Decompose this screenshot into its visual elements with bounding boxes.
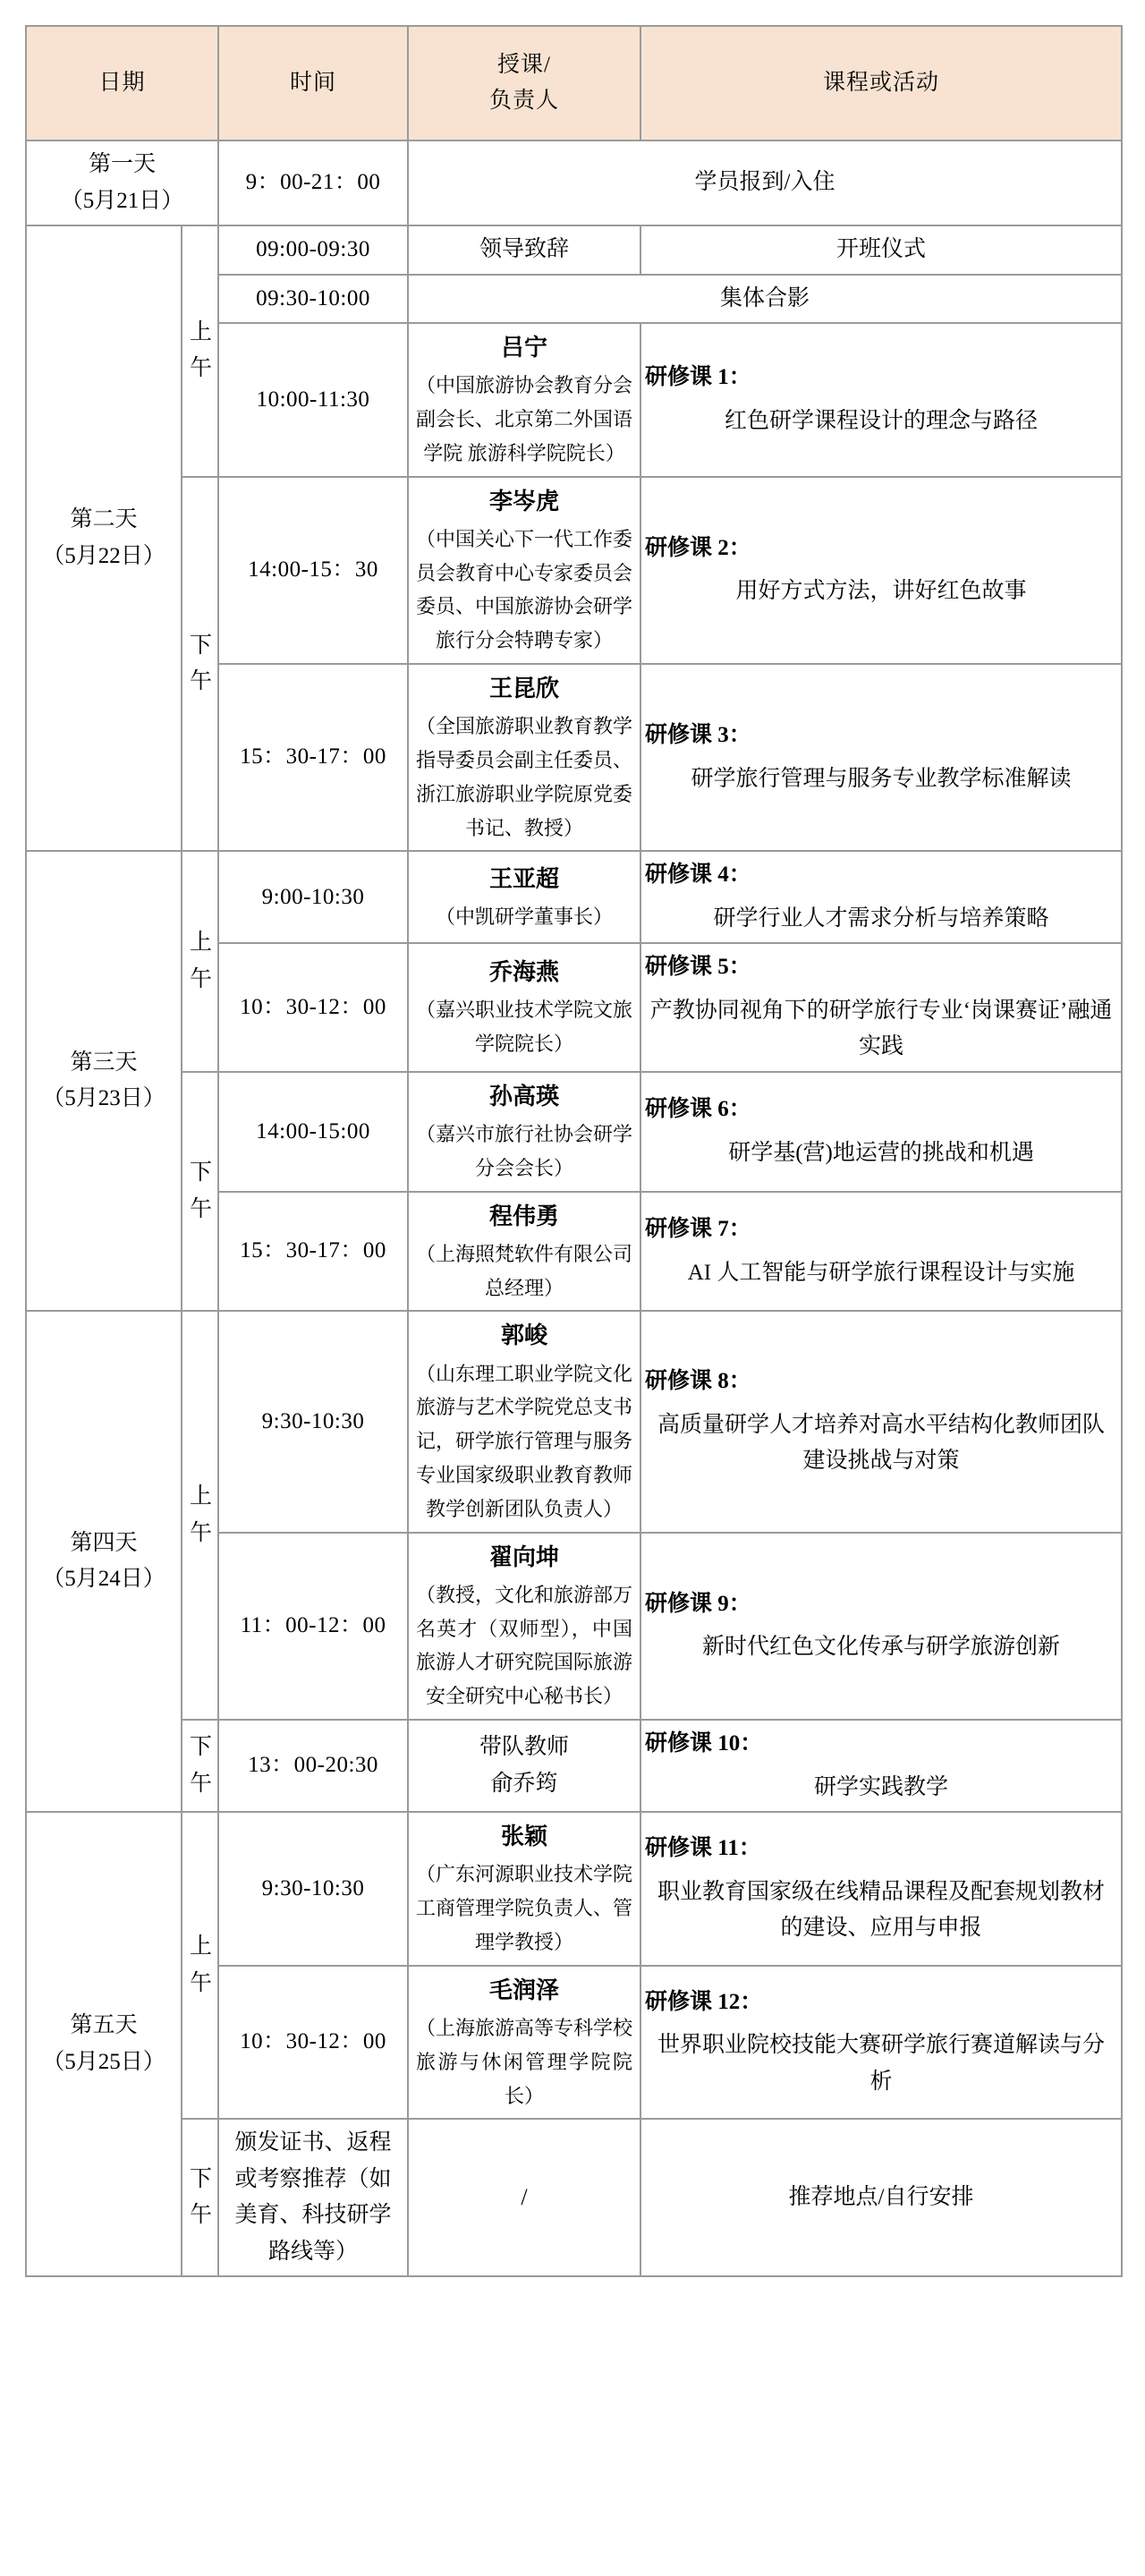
teacher-none: / xyxy=(521,2184,528,2211)
day-date-cell xyxy=(26,851,182,1311)
period-char: 上 xyxy=(190,931,213,956)
table-row xyxy=(26,477,1122,664)
day-date-cell xyxy=(26,1812,182,2276)
course-cell xyxy=(640,477,1122,664)
course-cell xyxy=(640,943,1122,1072)
period-char: 午 xyxy=(190,966,213,991)
teacher-name: 王亚超 xyxy=(489,865,560,892)
table-row xyxy=(26,851,1122,943)
period-char: 午 xyxy=(190,1520,213,1545)
teacher-cell xyxy=(408,1192,640,1312)
day-date-line1: 第一天 xyxy=(89,152,157,176)
course-number-label: 研修课 1： xyxy=(645,365,751,390)
teacher-affiliation: （上海照梵软件有限公司总经理） xyxy=(416,1242,633,1299)
period-char: 下 xyxy=(190,2166,213,2191)
table-row xyxy=(26,140,1122,225)
period-char: 午 xyxy=(190,1970,213,1995)
day-date-line1: 第五天 xyxy=(70,2013,138,2038)
period-char: 午 xyxy=(190,1196,213,1221)
teacher-cell xyxy=(408,1720,640,1812)
time-cell: 09:00-09:30 xyxy=(218,225,408,275)
teacher-name: 孙高瑛 xyxy=(489,1083,560,1109)
teacher-cell xyxy=(408,323,640,477)
teacher-name: 乔海燕 xyxy=(489,959,560,986)
teacher-name: 翟向坤 xyxy=(489,1543,560,1570)
period-cell-am xyxy=(182,851,218,1072)
course-cell xyxy=(640,1192,1122,1312)
teacher-affiliation: （广东河源职业技术学院工商管理学院负责人、管理学教授） xyxy=(416,1863,633,1953)
time-cell: 9:30-10:30 xyxy=(218,1812,408,1966)
period-cell-am xyxy=(182,225,218,477)
table-row xyxy=(26,1720,1122,1812)
course-cell: 集体合影 xyxy=(408,275,1122,324)
course-title: 职业教育国家级在线精品课程及配套规划教材的建设、应用与申报 xyxy=(657,1879,1106,1941)
course-cell xyxy=(640,1072,1122,1192)
teacher-cell xyxy=(408,477,640,664)
teacher-cell xyxy=(408,1311,640,1532)
course-title: AI 人工智能与研学旅行课程设计与实施 xyxy=(687,1260,1075,1285)
teacher-cell xyxy=(408,2119,640,2276)
teacher-affiliation: （嘉兴职业技术学院文旅学院院长） xyxy=(416,999,633,1056)
header-date: 日期 xyxy=(26,26,218,140)
course-number-label: 研修课 6： xyxy=(645,1097,751,1122)
teacher-name: 郭峻 xyxy=(501,1322,548,1349)
time-cell: 9：00-21：00 xyxy=(218,140,408,225)
header-row xyxy=(26,26,1122,140)
time-cell: 10：30-12：00 xyxy=(218,1966,408,2120)
teacher-cell xyxy=(408,851,640,943)
period-char: 午 xyxy=(190,1771,213,1796)
table-body xyxy=(26,140,1122,2276)
course-cell xyxy=(640,664,1122,851)
teacher-affiliation: （上海旅游高等专科学校旅游与休闲管理学院院长） xyxy=(416,2016,633,2107)
time-cell: 15：30-17：00 xyxy=(218,1192,408,1312)
teacher-cell xyxy=(408,1812,640,1966)
teacher-cell xyxy=(408,1533,640,1720)
teacher-affiliation: （全国旅游职业教育教学指导委员会副主任委员、浙江旅游职业学院原党委书记、教授） xyxy=(416,715,633,839)
day-date-line2: （5月24日） xyxy=(42,1567,165,1592)
period-cell-pm xyxy=(182,477,218,852)
period-cell-am xyxy=(182,1812,218,2119)
period-char: 上 xyxy=(190,1484,213,1509)
teacher-name: 李岑虎 xyxy=(489,488,560,514)
period-char: 下 xyxy=(190,1735,213,1760)
teacher-cell xyxy=(408,943,640,1072)
course-number-label: 研修课 4： xyxy=(645,863,751,888)
teacher-role: 带队教师 xyxy=(479,1735,570,1760)
teacher-cell xyxy=(408,664,640,851)
time-cell: 9:00-10:30 xyxy=(218,851,408,943)
teacher-cell xyxy=(408,225,640,275)
course-activity: 推荐地点/自行安排 xyxy=(640,2119,1122,2276)
course-title: 高质量研学人才培养对高水平结构化教师团队建设挑战与对策 xyxy=(657,1412,1106,1474)
teacher-affiliation: （嘉兴市旅行社协会研学分会会长） xyxy=(416,1123,633,1179)
day-date-cell xyxy=(26,140,218,225)
period-char: 上 xyxy=(190,319,213,344)
time-cell: 14:00-15：30 xyxy=(218,477,408,664)
day-date-line2: （5月23日） xyxy=(42,1086,165,1111)
course-cell xyxy=(640,1966,1122,2120)
course-title: 用好方式方法，讲好红色故事 xyxy=(735,579,1027,604)
teacher-cell xyxy=(408,1072,640,1192)
time-cell: 10：30-12：00 xyxy=(218,943,408,1072)
header-teacher xyxy=(408,26,640,140)
time-cell: 颁发证书、返程或考察推荐（如美育、科技研学路线等） xyxy=(218,2119,408,2276)
day-date-line1: 第三天 xyxy=(70,1050,138,1075)
course-number-label: 研修课 8： xyxy=(645,1369,751,1394)
table-header xyxy=(26,26,1122,140)
course-title: 新时代红色文化传承与研学旅游创新 xyxy=(702,1635,1061,1660)
course-number-label: 研修课 7： xyxy=(645,1217,751,1242)
period-char: 下 xyxy=(190,633,213,658)
teacher-name: 张颖 xyxy=(501,1824,548,1850)
teacher-name: 毛润泽 xyxy=(489,1977,560,2003)
course-title: 研学行业人才需求分析与培养策略 xyxy=(713,905,1049,931)
time-cell: 9:30-10:30 xyxy=(218,1311,408,1532)
teacher-affiliation: （教授，文化和旅游部万名英才（双师型），中国旅游人才研究院国际旅游安全研究中心秘书长） xyxy=(416,1583,633,1708)
table-row xyxy=(26,1311,1122,1532)
day-date-line2: （5月22日） xyxy=(42,543,165,568)
day-date-line1: 第二天 xyxy=(70,507,138,532)
training-schedule-table xyxy=(25,25,1123,2277)
header-teacher-line1: 授课/ xyxy=(497,52,551,77)
header-time: 时间 xyxy=(218,26,408,140)
time-cell: 15：30-17：00 xyxy=(218,664,408,851)
course-number-label: 研修课 11： xyxy=(645,1836,761,1861)
course-number-label: 研修课 12： xyxy=(645,1989,763,2014)
course-title: 研学基(营)地运营的挑战和机遇 xyxy=(728,1140,1034,1165)
teacher-affiliation: （中国旅游协会教育分会副会长、北京第二外国语学院 旅游科学院院长） xyxy=(416,374,633,464)
teacher-name: 程伟勇 xyxy=(489,1203,560,1229)
teacher-name: 王昆欣 xyxy=(489,676,560,702)
course-number-label: 研修课 10： xyxy=(645,1731,763,1756)
course-cell: 学员报到/入住 xyxy=(408,140,1122,225)
time-cell: 10:00-11:30 xyxy=(218,323,408,477)
teacher-name: 吕宁 xyxy=(501,335,548,361)
header-teacher-line2: 负责人 xyxy=(489,89,560,113)
table-row xyxy=(26,2119,1122,2276)
course-number-label: 研修课 9： xyxy=(645,1591,751,1616)
teacher-affiliation: （中凯研学董事长） xyxy=(436,905,614,929)
course-number-label: 研修课 5： xyxy=(645,955,751,980)
day-date-cell xyxy=(26,225,182,851)
table-row xyxy=(26,1812,1122,1966)
period-cell-pm xyxy=(182,1720,218,1812)
time-cell: 11：00-12：00 xyxy=(218,1533,408,1720)
teacher-affiliation: （山东理工职业学院文化旅游与艺术学院党总支书记，研学旅行管理与服务专业国家级职业教育教师教学创新团队负责人） xyxy=(416,1362,633,1520)
table-row xyxy=(26,225,1122,275)
teacher-affiliation: （中国关心下一代工作委员会教育中心专家委员会委员、中国旅游协会研学旅行分会特聘专家） xyxy=(416,527,633,652)
course-title: 研学旅行管理与服务专业教学标准解读 xyxy=(691,766,1072,791)
course-cell xyxy=(640,851,1122,943)
teacher-name: 领导致辞 xyxy=(479,237,570,261)
course-cell xyxy=(640,323,1122,477)
course-title: 红色研学课程设计的理念与路径 xyxy=(725,408,1039,433)
time-cell: 14:00-15:00 xyxy=(218,1072,408,1192)
teacher-cell xyxy=(408,1966,640,2120)
course-number-label: 研修课 2： xyxy=(645,535,751,560)
course-number-label: 研修课 3： xyxy=(645,723,751,748)
time-cell: 13：00-20:30 xyxy=(218,1720,408,1812)
teacher-name: 俞乔筠 xyxy=(490,1771,558,1796)
course-title: 产教协同视角下的研学旅行专业‘岗课赛证’融通实践 xyxy=(649,998,1113,1059)
header-course: 课程或活动 xyxy=(640,26,1122,140)
period-cell-am xyxy=(182,1311,218,1720)
course-cell xyxy=(640,1311,1122,1532)
day-date-line2: （5月25日） xyxy=(42,2049,165,2074)
period-char: 午 xyxy=(190,356,213,381)
day-date-cell xyxy=(26,1311,182,1812)
time-cell: 09:30-10:00 xyxy=(218,275,408,324)
period-char: 午 xyxy=(190,669,213,694)
course-activity: 开班仪式 xyxy=(640,225,1122,275)
period-char: 午 xyxy=(190,2203,213,2228)
day-date-line2: （5月21日） xyxy=(60,188,184,213)
course-cell xyxy=(640,1533,1122,1720)
course-title: 世界职业院校技能大赛研学旅行赛道解读与分析 xyxy=(657,2033,1106,2094)
day-date-line1: 第四天 xyxy=(70,1530,138,1555)
period-char: 下 xyxy=(190,1160,213,1186)
table-row xyxy=(26,1072,1122,1192)
period-cell-pm xyxy=(182,2119,218,2276)
course-title: 研学实践教学 xyxy=(814,1774,949,1799)
period-char: 上 xyxy=(190,1934,213,1960)
course-cell xyxy=(640,1812,1122,1966)
course-cell xyxy=(640,1720,1122,1812)
period-cell-pm xyxy=(182,1072,218,1312)
